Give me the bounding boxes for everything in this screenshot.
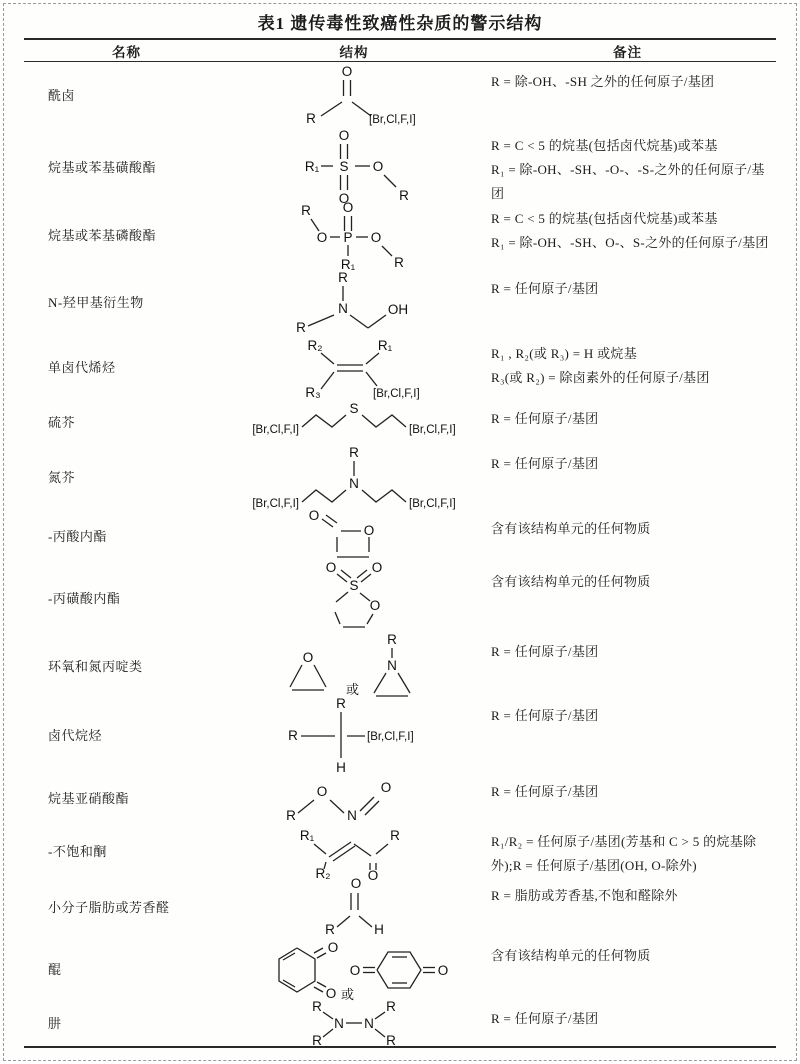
atom-label-r: R bbox=[387, 632, 397, 647]
structure-alkyl-nitrite bbox=[269, 772, 439, 822]
atom-label-r: R bbox=[349, 444, 359, 460]
structure-sulfonate-ester bbox=[274, 128, 434, 204]
remark-line: 含有该结构单元的任何物质 bbox=[491, 574, 651, 589]
row-name: -丙酸内酯 bbox=[48, 529, 107, 544]
remark-line: 含有该结构单元的任何物质 bbox=[491, 948, 651, 963]
atom-label-r: R bbox=[390, 828, 400, 843]
table-row bbox=[24, 444, 776, 509]
row-name: 氮芥 bbox=[48, 470, 76, 485]
atom-label-r-topleft: R bbox=[301, 203, 311, 218]
table-row bbox=[24, 632, 776, 696]
halogen-label: [Br,Cl,F,I] bbox=[367, 731, 414, 743]
structure-nitrogen-mustard bbox=[229, 445, 479, 509]
structure-monohaloalkene bbox=[259, 335, 449, 399]
atom-label-r: R bbox=[399, 188, 409, 203]
table-row bbox=[24, 399, 776, 444]
table-title: 表1 遗传毒性致癌性杂质的警示结构 bbox=[257, 14, 543, 33]
structure-unsaturated-ketone bbox=[274, 822, 434, 883]
structure-acyl-halide bbox=[259, 64, 449, 124]
atom-label-h: H bbox=[374, 922, 384, 937]
table-row bbox=[24, 269, 776, 334]
table-row bbox=[24, 199, 776, 272]
row-name: 单卤代烯烃 bbox=[48, 360, 116, 375]
table-row bbox=[24, 509, 776, 562]
atom-label-r-bottomright: R bbox=[394, 255, 404, 270]
atom-label-r-top: R bbox=[336, 696, 346, 711]
structure-haloalkane bbox=[259, 696, 449, 775]
table-row bbox=[24, 696, 776, 775]
atom-label-o4: O bbox=[437, 963, 449, 978]
row-name: 烷基或苯基磺酸酯 bbox=[48, 159, 157, 175]
atom-label-n: N bbox=[347, 808, 357, 823]
row-name: -不饱和酮 bbox=[48, 843, 107, 859]
atom-label-r3: R₃ bbox=[305, 384, 321, 400]
remark-line: R = 除-OH、-SH 之外的任何原子/基团 bbox=[491, 74, 715, 89]
remark-line: R = C < 5 的烷基(包括卤代烷基)或苯基 bbox=[491, 211, 718, 226]
atom-label-r1: R₁ bbox=[340, 257, 356, 272]
table-row bbox=[24, 126, 776, 206]
row-name: 酰卤 bbox=[48, 87, 76, 103]
atom-label-o: O bbox=[302, 650, 314, 665]
remark-line: 含有该结构单元的任何物质 bbox=[491, 521, 651, 536]
atom-label-r1: R bbox=[312, 998, 322, 1014]
atom-label-o2: O bbox=[325, 986, 337, 1001]
atom-label-n: N bbox=[349, 475, 359, 491]
atom-label-r4: R bbox=[386, 1032, 396, 1048]
atom-label-r1: R₁ bbox=[299, 828, 315, 843]
atom-label-n: N bbox=[338, 300, 348, 316]
remark-line: R = 任何原子/基团 bbox=[491, 281, 599, 296]
row-name: 肼 bbox=[48, 1016, 62, 1031]
structure-n-hydroxymethyl bbox=[279, 270, 429, 334]
atom-label-o: O bbox=[341, 64, 353, 79]
structure-propiolactone bbox=[299, 507, 409, 562]
table-row bbox=[24, 772, 776, 822]
atom-label-r: R bbox=[286, 808, 296, 823]
row-name: 小分子脂肪或芳香醛 bbox=[48, 899, 170, 915]
structure-propane-sultone bbox=[299, 562, 409, 632]
atom-label-r-left: R bbox=[288, 728, 298, 743]
atom-label-r2: R₂ bbox=[315, 866, 331, 881]
column-header-structure: 结构 bbox=[339, 44, 369, 60]
atom-label-o-carbonyl: O bbox=[308, 507, 320, 523]
table-row bbox=[24, 334, 776, 399]
table-row bbox=[24, 562, 776, 632]
table-row bbox=[24, 822, 776, 883]
atom-label-o-ring: O bbox=[369, 598, 381, 613]
table-header-row bbox=[24, 40, 776, 61]
atom-label-h: H bbox=[336, 760, 346, 775]
atom-label-o-bottom: O bbox=[338, 191, 350, 206]
or-text: 或 bbox=[341, 987, 355, 1002]
atom-label-r1: R₁ bbox=[377, 337, 393, 353]
atom-label-r: R bbox=[306, 111, 316, 126]
atom-label-oh: OH bbox=[387, 301, 409, 317]
atom-label-o1: O bbox=[316, 784, 328, 799]
atom-label-s: S bbox=[349, 400, 359, 416]
structure-aldehyde bbox=[294, 876, 414, 936]
structure-sulfur-mustard bbox=[229, 400, 479, 444]
atom-label-n2: N bbox=[364, 1015, 374, 1031]
row-name: N-羟甲基衍生物 bbox=[48, 295, 144, 310]
table-row bbox=[24, 62, 776, 126]
document-page bbox=[3, 3, 797, 1061]
halogen-label: [Br,Cl,F,I] bbox=[409, 423, 456, 436]
atom-label-r: R bbox=[325, 922, 335, 937]
structure-quinones bbox=[249, 936, 459, 1000]
atom-label-o1: O bbox=[327, 940, 339, 955]
atom-label-o2: O bbox=[380, 780, 392, 795]
structure-phosphate-ester bbox=[264, 199, 444, 272]
remark-line: R = 任何原子/基团 bbox=[491, 411, 599, 426]
remark-line: R₁/R₂ = 任何原子/基团(芳基和 C > 5 的烷基除外);R = 任何原子/基团(OH, O-除外) bbox=[491, 834, 757, 873]
atom-label-o: O bbox=[350, 876, 362, 891]
atom-label-r2: R₂ bbox=[307, 337, 323, 353]
remark-line: R₁ , R₂(或 R₃) = H 或烷基 bbox=[491, 346, 638, 361]
halogen-label: [Br,Cl,F,I] bbox=[409, 497, 456, 510]
atom-label-n: N bbox=[387, 658, 397, 673]
atom-label-r2: R bbox=[386, 998, 396, 1014]
row-name: 环氧和氮丙啶类 bbox=[48, 658, 143, 674]
row-name: 烷基或苯基磷酸酯 bbox=[48, 227, 157, 243]
atom-label-s: S bbox=[339, 159, 349, 174]
halogen-label: [Br,Cl,F,I] bbox=[252, 497, 299, 510]
atom-label-o: O bbox=[367, 868, 379, 883]
atom-label-o-top: O bbox=[342, 200, 354, 215]
remark-line: R₁ = 除-OH、-SH、-O-、-S-之外的任何原子/基团 bbox=[491, 162, 765, 201]
remark-line: R = 任何原子/基团 bbox=[491, 1011, 599, 1026]
atom-label-o1: O bbox=[325, 560, 337, 575]
structure-epoxide-aziridine bbox=[264, 632, 444, 698]
column-header-name: 名称 bbox=[112, 44, 141, 60]
or-text: 或 bbox=[346, 682, 360, 697]
remark-line: R = 任何原子/基团 bbox=[491, 644, 599, 659]
table-row bbox=[24, 999, 776, 1046]
remark-line: R = 任何原子/基团 bbox=[491, 708, 599, 723]
atom-label-n1: N bbox=[334, 1015, 344, 1031]
row-name: 醌 bbox=[48, 961, 62, 977]
remark-line: R₁ = 除-OH、-SH、O-、S-之外的任何原子/基团 bbox=[491, 235, 769, 250]
row-name: -丙磺酸内酯 bbox=[48, 590, 121, 606]
row-name: 硫芥 bbox=[48, 415, 76, 430]
atom-label-o-ring: O bbox=[363, 522, 375, 538]
atom-label-o-top: O bbox=[338, 128, 350, 143]
atom-label-r1: R₁ bbox=[304, 159, 320, 174]
halogen-label: [Br,Cl,F,I] bbox=[369, 114, 416, 126]
atom-label-p: P bbox=[343, 230, 353, 245]
column-header-remark: 备注 bbox=[613, 44, 642, 60]
remark-line: R = 任何原子/基团 bbox=[491, 784, 599, 799]
halogen-label: [Br,Cl,F,I] bbox=[373, 387, 420, 400]
atom-label-s: S bbox=[349, 578, 359, 593]
atom-label-o2: O bbox=[371, 560, 383, 575]
remark-line: R = C < 5 的烷基(包括卤代烷基)或苯基 bbox=[491, 138, 718, 153]
remark-line: R = 任何原子/基团 bbox=[491, 456, 599, 471]
row-name: 卤代烷烃 bbox=[48, 727, 103, 743]
structure-hydrazine bbox=[269, 1000, 439, 1046]
table-row bbox=[24, 936, 776, 1002]
halogen-label: [Br,Cl,F,I] bbox=[252, 423, 299, 436]
atom-label-r-bottomleft: R bbox=[296, 319, 306, 335]
table-row bbox=[24, 876, 776, 936]
table-bottom-rule bbox=[24, 1046, 776, 1048]
atom-label-r-top: R bbox=[338, 269, 348, 285]
row-name: 烷基亚硝酸酯 bbox=[48, 790, 130, 806]
remark-line: R = 脂肪或芳香基,不饱和醛除外 bbox=[491, 888, 678, 903]
remark-line: R₃(或 R₂) = 除卤素外的任何原子/基团 bbox=[491, 370, 710, 385]
atom-label-o-right: O bbox=[372, 159, 384, 174]
atom-label-o-left: O bbox=[316, 230, 328, 245]
atom-label-o3: O bbox=[349, 963, 361, 978]
atom-label-r3: R bbox=[312, 1032, 322, 1048]
atom-label-o-right: O bbox=[370, 230, 382, 245]
